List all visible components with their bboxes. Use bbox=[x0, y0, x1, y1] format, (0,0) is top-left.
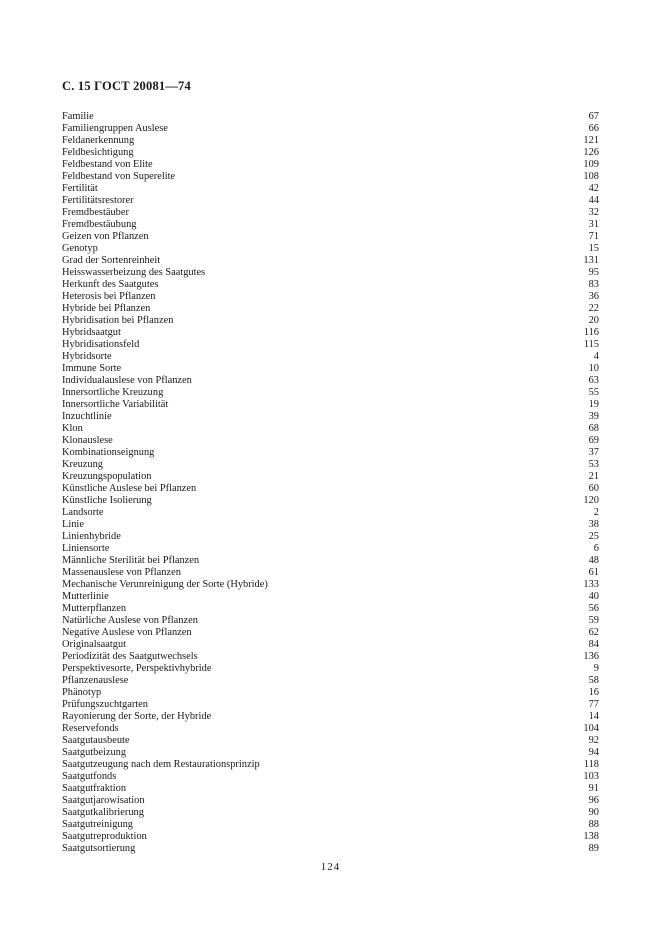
index-term: Fertilität bbox=[62, 183, 98, 194]
index-entry bbox=[62, 615, 599, 627]
index-page-ref: 104 bbox=[583, 723, 599, 734]
index-entry bbox=[62, 447, 599, 459]
index-term: Linienhybride bbox=[62, 531, 121, 542]
index-page-ref: 10 bbox=[588, 363, 599, 374]
index-entry bbox=[62, 711, 599, 723]
index-page-ref: 21 bbox=[588, 471, 599, 482]
index-term: Geizen von Pflanzen bbox=[62, 231, 149, 242]
index-list bbox=[62, 111, 599, 855]
index-page-ref: 32 bbox=[588, 207, 599, 218]
index-term: Grad der Sortenreinheit bbox=[62, 255, 161, 266]
index-term: Landsorte bbox=[62, 507, 104, 518]
index-term: Saatgutzeugung nach dem Restaurationsprinzip bbox=[62, 759, 260, 770]
page-number: 124 bbox=[320, 861, 341, 873]
index-term: Rayonierung der Sorte, der Hybride bbox=[62, 711, 212, 722]
index-term: Saatgutjarowisation bbox=[62, 795, 145, 806]
index-entry bbox=[62, 267, 599, 279]
index-entry bbox=[62, 279, 599, 291]
index-term: Fremdbestäubung bbox=[62, 219, 137, 230]
index-page-ref: 2 bbox=[593, 507, 599, 518]
index-term: Natürliche Auslese von Pflanzen bbox=[62, 615, 198, 626]
index-term: Heisswasserbeizung des Saatgutes bbox=[62, 267, 206, 278]
index-entry bbox=[62, 159, 599, 171]
index-entry bbox=[62, 243, 599, 255]
index-entry bbox=[62, 363, 599, 375]
index-entry bbox=[62, 327, 599, 339]
index-page-ref: 77 bbox=[588, 699, 599, 710]
index-entry bbox=[62, 555, 599, 567]
page-header-title: С. 15 ГОСТ 20081—74 bbox=[62, 79, 191, 93]
index-entry bbox=[62, 687, 599, 699]
index-term: Originalsaatgut bbox=[62, 639, 127, 650]
index-page-ref: 15 bbox=[588, 243, 599, 254]
index-page-ref: 133 bbox=[583, 579, 599, 590]
index-page-ref: 84 bbox=[588, 639, 599, 650]
index-page-ref: 126 bbox=[583, 147, 599, 158]
index-term: Hybridisationsfeld bbox=[62, 339, 140, 350]
index-page-ref: 62 bbox=[588, 627, 599, 638]
index-entry bbox=[62, 759, 599, 771]
index-term: Mutterlinie bbox=[62, 591, 109, 602]
index-page-ref: 89 bbox=[588, 843, 599, 854]
index-page-ref: 22 bbox=[588, 303, 599, 314]
index-entry bbox=[62, 351, 599, 363]
index-page-ref: 6 bbox=[593, 543, 599, 554]
index-term: Feldbesichtigung bbox=[62, 147, 134, 158]
index-term: Saatgutreproduktion bbox=[62, 831, 147, 842]
index-entry bbox=[62, 507, 599, 519]
index-entry bbox=[62, 255, 599, 267]
index-term: Massenauslese von Pflanzen bbox=[62, 567, 181, 578]
index-entry bbox=[62, 207, 599, 219]
index-entry bbox=[62, 831, 599, 843]
index-term: Fremdbestäuber bbox=[62, 207, 129, 218]
index-term: Hybride bei Pflanzen bbox=[62, 303, 151, 314]
index-term: Periodizität des Saatgutwechsels bbox=[62, 651, 198, 662]
index-page-ref: 91 bbox=[588, 783, 599, 794]
index-entry bbox=[62, 411, 599, 423]
index-term: Innersortliche Kreuzung bbox=[62, 387, 164, 398]
index-page-ref: 90 bbox=[588, 807, 599, 818]
index-term: Kreuzung bbox=[62, 459, 103, 470]
index-entry bbox=[62, 471, 599, 483]
index-term: Prüfungszuchtgarten bbox=[62, 699, 148, 710]
index-page-ref: 48 bbox=[588, 555, 599, 566]
index-entry bbox=[62, 783, 599, 795]
index-entry bbox=[62, 171, 599, 183]
index-page-ref: 96 bbox=[588, 795, 599, 806]
index-term: Fertilitätsrestorer bbox=[62, 195, 134, 206]
index-entry bbox=[62, 771, 599, 783]
index-entry bbox=[62, 459, 599, 471]
index-page-ref: 88 bbox=[588, 819, 599, 830]
index-page-ref: 95 bbox=[588, 267, 599, 278]
index-term: Perspektivesorte, Perspektivhybride bbox=[62, 663, 212, 674]
index-term: Hybridsorte bbox=[62, 351, 112, 362]
index-entry bbox=[62, 219, 599, 231]
index-term: Familiengruppen Auslese bbox=[62, 123, 168, 134]
index-term: Kreuzungspopulation bbox=[62, 471, 152, 482]
index-entry bbox=[62, 531, 599, 543]
index-entry bbox=[62, 111, 599, 123]
index-page-ref: 63 bbox=[588, 375, 599, 386]
index-entry bbox=[62, 375, 599, 387]
index-entry bbox=[62, 675, 599, 687]
index-page-ref: 67 bbox=[588, 111, 599, 122]
index-page-ref: 60 bbox=[588, 483, 599, 494]
index-term: Männliche Sterilität bei Pflanzen bbox=[62, 555, 200, 566]
index-term: Künstliche Isolierung bbox=[62, 495, 152, 506]
index-page-ref: 69 bbox=[588, 435, 599, 446]
index-term: Saatgutausbeute bbox=[62, 735, 130, 746]
index-page-ref: 53 bbox=[588, 459, 599, 470]
index-term: Heterosis bei Pflanzen bbox=[62, 291, 156, 302]
index-page-ref: 40 bbox=[588, 591, 599, 602]
index-page-ref: 16 bbox=[588, 687, 599, 698]
index-term: Saatgutkalibrierung bbox=[62, 807, 144, 818]
index-term: Inzuchtlinie bbox=[62, 411, 112, 422]
index-page-ref: 94 bbox=[588, 747, 599, 758]
index-page-ref: 9 bbox=[593, 663, 599, 674]
index-page-ref: 59 bbox=[588, 615, 599, 626]
index-entry bbox=[62, 807, 599, 819]
index-entry bbox=[62, 123, 599, 135]
index-entry bbox=[62, 147, 599, 159]
index-term: Phänotyp bbox=[62, 687, 102, 698]
index-page-ref: 83 bbox=[588, 279, 599, 290]
index-term: Negative Auslese von Pflanzen bbox=[62, 627, 192, 638]
index-page-ref: 42 bbox=[588, 183, 599, 194]
index-entry bbox=[62, 483, 599, 495]
index-term: Saatgutfonds bbox=[62, 771, 117, 782]
index-page-ref: 25 bbox=[588, 531, 599, 542]
index-term: Liniensorte bbox=[62, 543, 110, 554]
index-entry bbox=[62, 819, 599, 831]
index-page-ref: 115 bbox=[583, 339, 599, 350]
index-page-ref: 66 bbox=[588, 123, 599, 134]
index-entry bbox=[62, 387, 599, 399]
index-entry bbox=[62, 843, 599, 855]
index-term: Mutterpflanzen bbox=[62, 603, 127, 614]
index-term: Saatgutbeizung bbox=[62, 747, 127, 758]
index-term: Immune Sorte bbox=[62, 363, 122, 374]
index-entry bbox=[62, 747, 599, 759]
index-page-ref: 55 bbox=[588, 387, 599, 398]
index-page-ref: 37 bbox=[588, 447, 599, 458]
index-term: Genotyp bbox=[62, 243, 98, 254]
index-entry bbox=[62, 639, 599, 651]
index-term: Feldbestand von Superelite bbox=[62, 171, 176, 182]
index-term: Herkunft des Saatgutes bbox=[62, 279, 159, 290]
index-term: Saatgutreinigung bbox=[62, 819, 133, 830]
index-entry bbox=[62, 567, 599, 579]
index-term: Linie bbox=[62, 519, 84, 530]
index-page-ref: 58 bbox=[588, 675, 599, 686]
index-page-ref: 31 bbox=[588, 219, 599, 230]
index-entry bbox=[62, 423, 599, 435]
index-term: Mechanische Verunreinigung der Sorte (Hybride) bbox=[62, 579, 268, 590]
index-term: Klon bbox=[62, 423, 83, 434]
index-term: Innersortliche Variabilität bbox=[62, 399, 169, 410]
index-page-ref: 71 bbox=[588, 231, 599, 242]
index-entry bbox=[62, 303, 599, 315]
index-entry bbox=[62, 591, 599, 603]
index-page-ref: 118 bbox=[583, 759, 599, 770]
index-entry bbox=[62, 315, 599, 327]
index-term: Feldanerkennung bbox=[62, 135, 135, 146]
index-page-ref: 136 bbox=[583, 651, 599, 662]
index-term: Reservefonds bbox=[62, 723, 119, 734]
index-term: Hybridisation bei Pflanzen bbox=[62, 315, 174, 326]
index-page-ref: 131 bbox=[583, 255, 599, 266]
index-entry bbox=[62, 735, 599, 747]
index-entry bbox=[62, 543, 599, 555]
index-page-ref: 61 bbox=[588, 567, 599, 578]
index-entry bbox=[62, 135, 599, 147]
index-page-ref: 14 bbox=[588, 711, 599, 722]
index-term: Kombinationseignung bbox=[62, 447, 155, 458]
index-entry bbox=[62, 195, 599, 207]
index-page-ref: 56 bbox=[588, 603, 599, 614]
index-entry bbox=[62, 435, 599, 447]
index-entry bbox=[62, 399, 599, 411]
index-term: Individualauslese von Pflanzen bbox=[62, 375, 192, 386]
index-entry bbox=[62, 291, 599, 303]
index-term: Saatgutsortierung bbox=[62, 843, 136, 854]
index-term: Hybridsaatgut bbox=[62, 327, 121, 338]
index-entry bbox=[62, 579, 599, 591]
index-page-ref: 44 bbox=[588, 195, 599, 206]
index-entry bbox=[62, 627, 599, 639]
index-term: Saatgutfraktion bbox=[62, 783, 127, 794]
index-term: Familie bbox=[62, 111, 94, 122]
index-entry bbox=[62, 603, 599, 615]
index-page-ref: 20 bbox=[588, 315, 599, 326]
index-page-ref: 121 bbox=[583, 135, 599, 146]
index-entry bbox=[62, 651, 599, 663]
index-page-ref: 120 bbox=[583, 495, 599, 506]
index-page-ref: 19 bbox=[588, 399, 599, 410]
index-page-ref: 103 bbox=[583, 771, 599, 782]
index-term: Pflanzenauslese bbox=[62, 675, 129, 686]
index-page-ref: 108 bbox=[583, 171, 599, 182]
index-term: Künstliche Auslese bei Pflanzen bbox=[62, 483, 197, 494]
index-term: Klonauslese bbox=[62, 435, 113, 446]
index-page-ref: 36 bbox=[588, 291, 599, 302]
index-entry bbox=[62, 183, 599, 195]
index-entry bbox=[62, 699, 599, 711]
index-entry bbox=[62, 663, 599, 675]
index-page-ref: 138 bbox=[583, 831, 599, 842]
index-entry bbox=[62, 339, 599, 351]
index-page-ref: 38 bbox=[588, 519, 599, 530]
index-entry bbox=[62, 795, 599, 807]
index-page-ref: 92 bbox=[588, 735, 599, 746]
index-entry bbox=[62, 519, 599, 531]
index-page-ref: 109 bbox=[583, 159, 599, 170]
index-term: Feldbestand von Elite bbox=[62, 159, 153, 170]
index-entry bbox=[62, 495, 599, 507]
index-page-ref: 39 bbox=[588, 411, 599, 422]
index-page-ref: 4 bbox=[593, 351, 599, 362]
index-page-ref: 68 bbox=[588, 423, 599, 434]
index-entry bbox=[62, 231, 599, 243]
index-entry bbox=[62, 723, 599, 735]
index-page-ref: 116 bbox=[583, 327, 599, 338]
